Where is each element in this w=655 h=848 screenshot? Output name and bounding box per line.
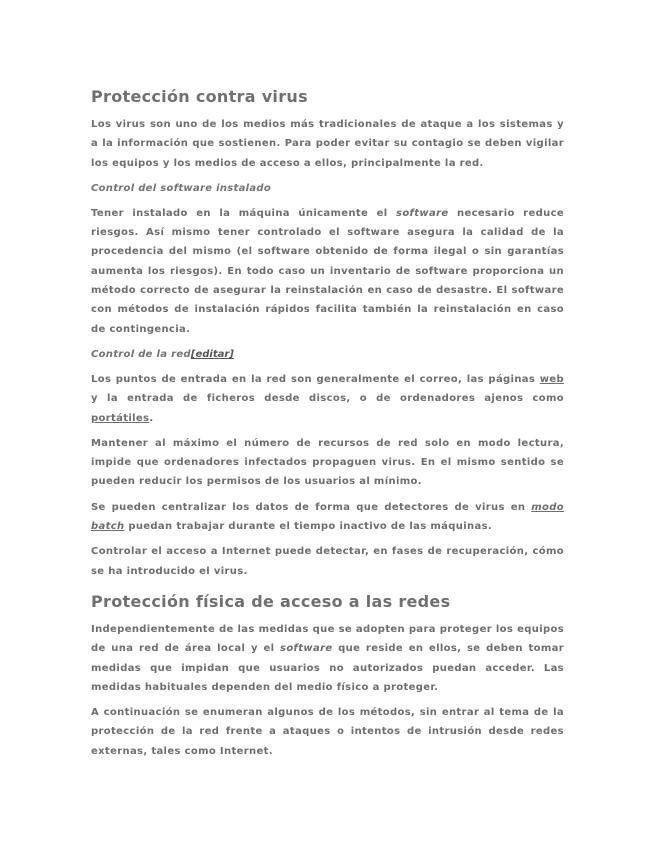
paragraph-independientemente bbox=[91, 620, 564, 697]
text-segment: . bbox=[149, 412, 154, 424]
heading-proteccion-virus: Protección contra virus bbox=[91, 87, 308, 106]
text-segment: puedan trabajar durante el tiempo inactivo de las máquinas. bbox=[124, 521, 493, 533]
document-body bbox=[91, 86, 564, 761]
heading-proteccion-fisica: Protección física de acceso a las redes bbox=[91, 591, 451, 611]
paragraph-a-continuacion: A continuación se enumeran algunos de los métodos, sin entrar al tema de la protección de la red frente a ataques o intentos de intrusión desde redes externas, tales como Internet. bbox=[91, 707, 564, 757]
paragraph-centralizar bbox=[91, 498, 564, 537]
term-software: software bbox=[396, 207, 449, 219]
text-segment: necesario reduce riesgos. Así mismo tener controlado el software asegura la calidad de la procedencia del mismo (el software obtenido de forma ilegal o sin garantías aumenta los riesgos). En todo caso un inventario de software proporciona un método correcto de asegurar la reinstalación en caso de desastre. El software con métodos de instalación rápidos facilita también la reinstalación en caso de contingencia. bbox=[91, 207, 564, 335]
paragraph-acceso-internet: Controlar el acceso a Internet puede detectar, en fases de recuperación, cómo se ha introducido el virus. bbox=[91, 546, 564, 577]
link-portatiles[interactable]: portátiles bbox=[91, 412, 150, 424]
subheading-control-software: Control del software instalado bbox=[91, 182, 272, 194]
subheading-control-red bbox=[91, 345, 564, 364]
text-segment: Tener instalado en la máquina únicamente el bbox=[91, 207, 397, 219]
text-segment: que reside en ellos, se deben tomar medidas que impidan que usuarios no autorizados puedan acceder. Las medidas habituales dependen del medio físico a proteger. bbox=[91, 643, 564, 693]
text-segment: Se pueden centralizar los datos de forma que detectores de virus en bbox=[91, 501, 532, 513]
paragraph-virus-intro: Los virus son uno de los medios más tradicionales de ataque a los sistemas y a la información que sostienen. Para poder evitar su contagio se deben vigilar los equipos y los medios de acceso a ellos, principalmente la red. bbox=[91, 119, 564, 169]
text-segment: y la entrada de ficheros desde discos, o de ordenadores ajenos como bbox=[91, 393, 564, 405]
text-segment: Independientemente de las medidas que se adopten para proteger los equipos de una red de área local y el bbox=[91, 623, 564, 655]
link-web[interactable]: web bbox=[539, 373, 564, 385]
link-modo-batch[interactable]: modo batch bbox=[91, 501, 564, 533]
paragraph-control-software bbox=[91, 204, 564, 339]
edit-link[interactable]: [editar] bbox=[190, 348, 234, 360]
text-segment: Los puntos de entrada en la red son generalmente el correo, las páginas bbox=[91, 373, 540, 385]
subheading-label: Control de la red bbox=[91, 348, 191, 360]
paragraph-puntos-entrada bbox=[91, 370, 564, 428]
paragraph-recursos-red: Mantener al máximo el número de recursos de red solo en modo lectura, impide que ordenadores infectados propaguen virus. En el mismo sentido se pueden reducir los permisos de los usuarios al mínimo. bbox=[91, 437, 564, 488]
term-software: software bbox=[280, 643, 333, 655]
